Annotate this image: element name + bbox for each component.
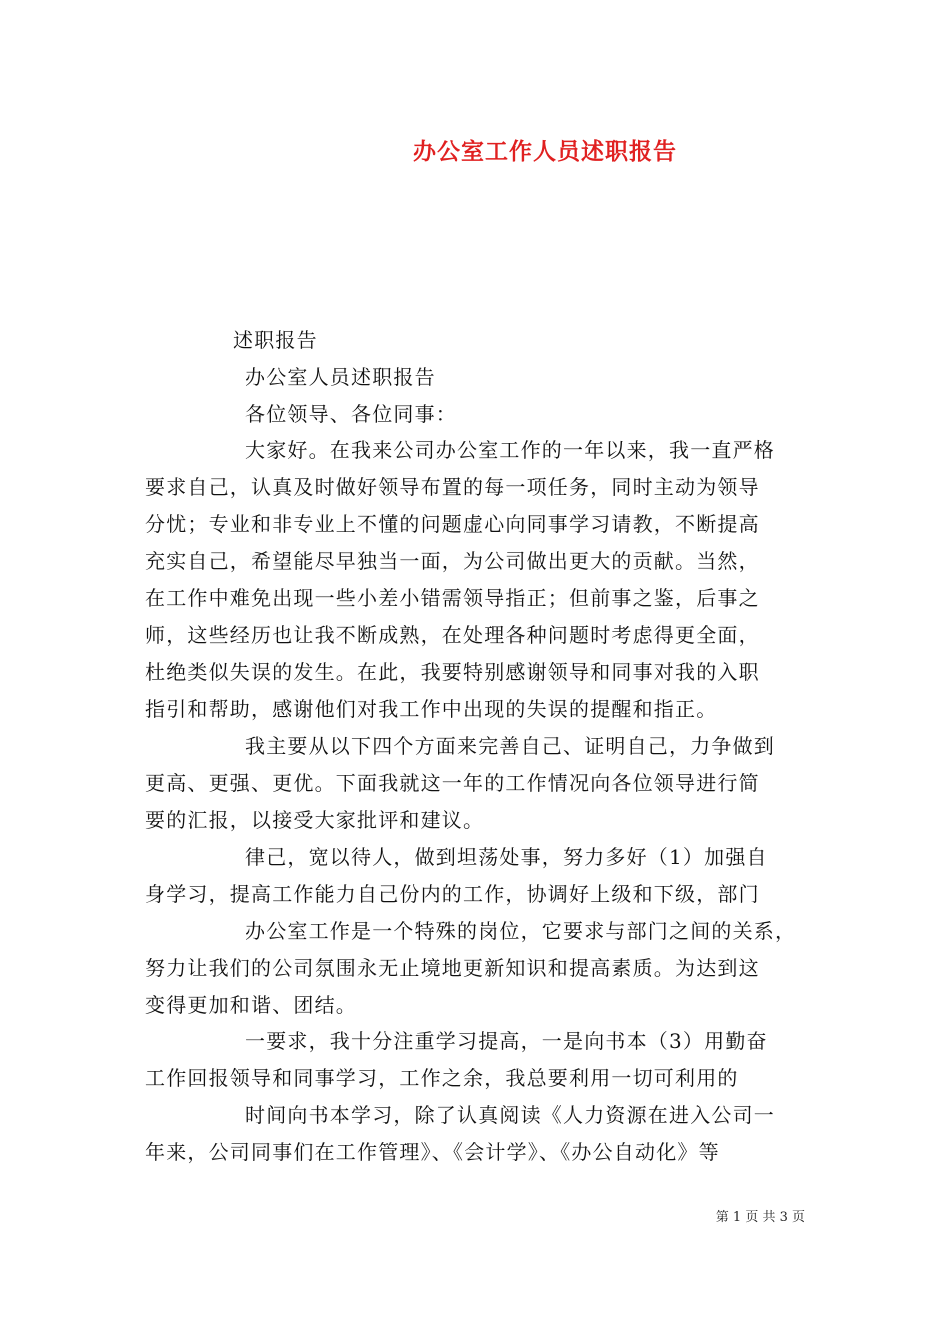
text-line: 大家好。在我来公司办公室工作的一年以来，我一直严格 — [245, 438, 775, 462]
document-title: 办公室工作人员述职报告 — [413, 138, 677, 165]
text-line: 要的汇报，以接受大家批评和建议。 — [145, 808, 485, 832]
text-line: 更高、更强、更优。下面我就这一年的工作情况向各位领导进行简 — [145, 771, 760, 795]
text-line: 分忧；专业和非专业上不懂的问题虚心向同事学习请教，不断提高 — [145, 512, 760, 536]
text-line: 一要求，我十分注重学习提高，一是向书本（3）用勤奋 — [245, 1029, 768, 1053]
text-line: 变得更加和谐、团结。 — [145, 993, 357, 1017]
page-number-footer: 第 1 页 共 3 页 — [715, 1210, 805, 1225]
text-line: 在工作中难免出现一些小差小错需领导指正；但前事之鉴，后事之 — [145, 586, 760, 610]
text-line: 年来，公司同事们在工作管理》、《会计学》、《办公自动化》等 — [145, 1140, 720, 1164]
text-line: 我主要从以下四个方面来完善自己、证明自己，力争做到 — [245, 734, 775, 758]
text-line: 师，这些经历也让我不断成熟，在处理各种问题时考虑得更全面， — [145, 623, 760, 647]
text-line: 指引和帮助，感谢他们对我工作中出现的失误的提醒和指正。 — [145, 697, 718, 721]
text-line: 工作回报领导和同事学习，工作之余，我总要利用一切可利用的 — [145, 1066, 739, 1090]
text-line: 身学习，提高工作能力自己份内的工作，协调好上级和下级，部门 — [145, 882, 760, 906]
text-line: 办公室人员述职报告 — [245, 365, 436, 389]
text-line: 要求自己，认真及时做好领导布置的每一项任务，同时主动为领导 — [145, 475, 760, 499]
text-line: 办公室工作是一个特殊的岗位，它要求与部门之间的关系， — [245, 919, 797, 943]
text-line: 述职报告 — [233, 328, 318, 352]
text-line: 努力让我们的公司氛围永无止境地更新知识和提高素质。为达到这 — [145, 956, 760, 980]
text-line: 充实自己，希望能尽早独当一面，为公司做出更大的贡献。当然， — [145, 549, 760, 573]
text-line: 律己，宽以待人，做到坦荡处事，努力多好（1）加强自 — [245, 845, 768, 869]
text-line: 时间向书本学习，除了认真阅读《人力资源在进入公司一 — [245, 1103, 775, 1127]
text-line: 杜绝类似失误的发生。在此，我要特别感谢领导和同事对我的入职 — [145, 660, 760, 684]
text-line: 各位领导、各位同事： — [245, 402, 457, 426]
